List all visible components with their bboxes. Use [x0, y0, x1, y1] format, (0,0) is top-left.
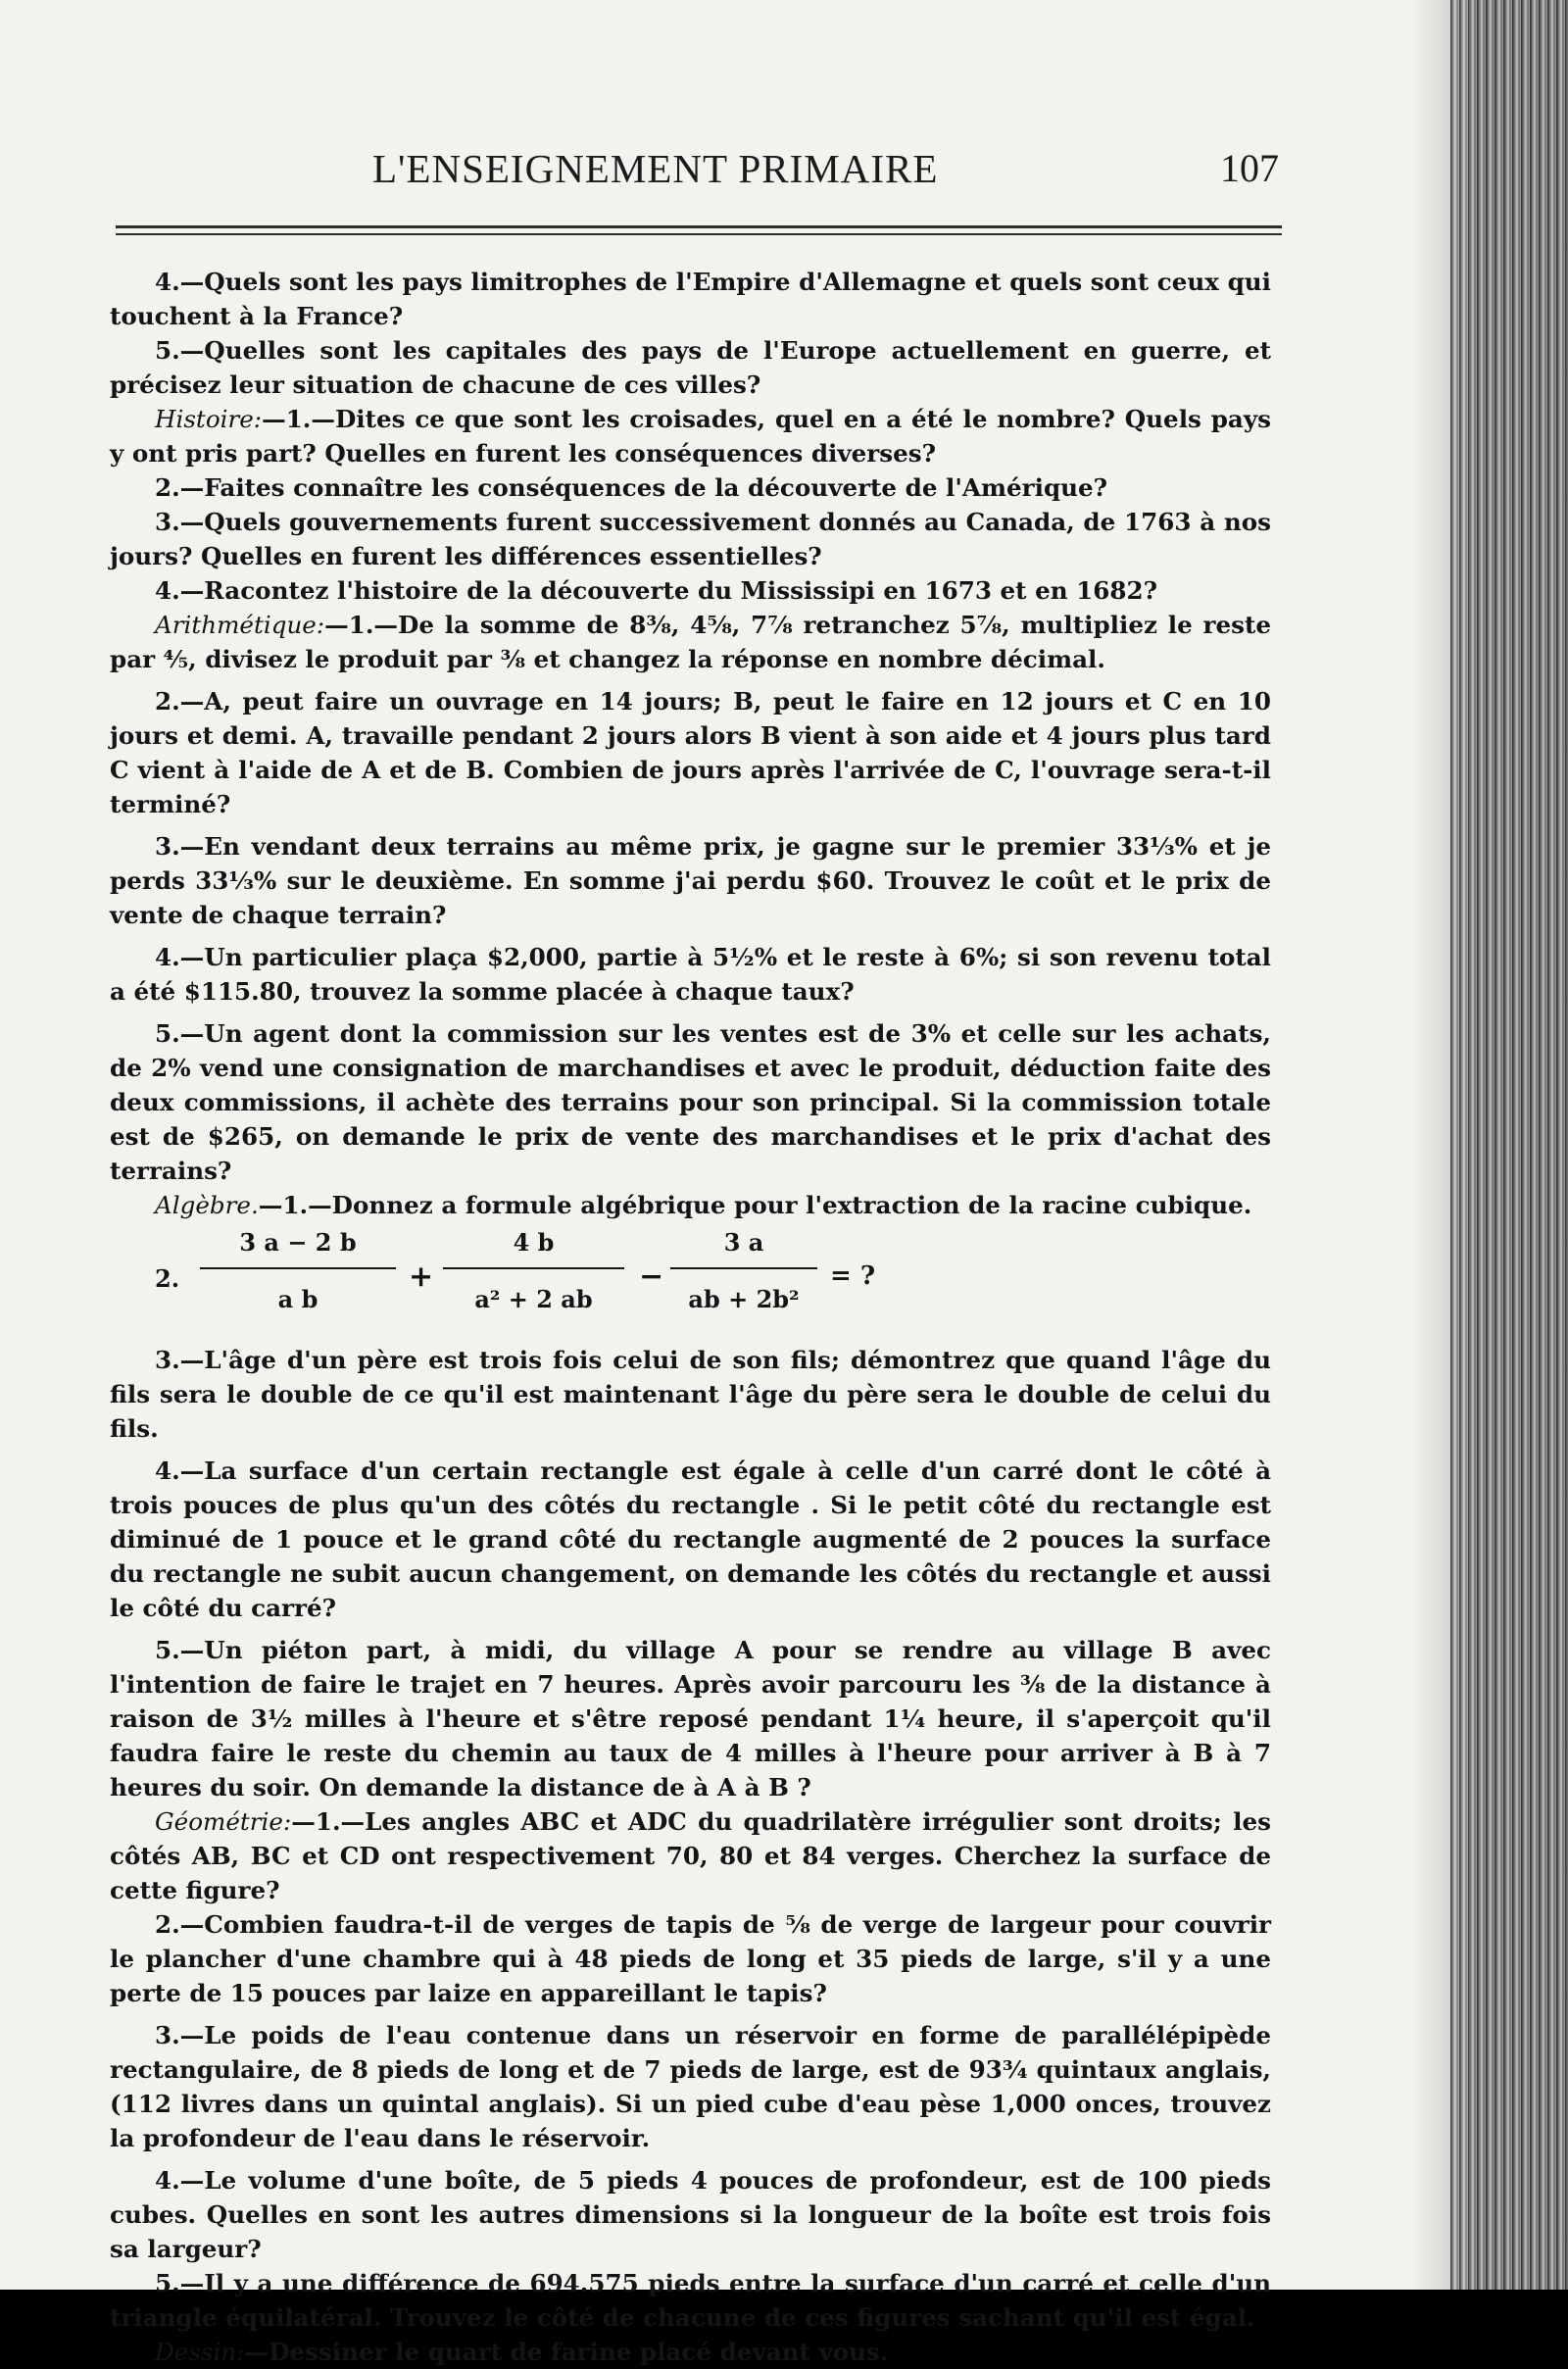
- question-text: 2.—Combien faudra-t-il de verges de tapis de ⅝ de verge de largeur pour couvrir le plancher d'une chambre qui à 48 pieds de long et 35 pieds de large, s'il y a une perte de 15 pouces par laize en appareillant le tapis?: [110, 1910, 1271, 2007]
- question-paragraph: [110, 333, 1271, 402]
- question-paragraph: [110, 684, 1271, 821]
- question-paragraph: [110, 2335, 1271, 2369]
- fraction-2-numerator: 4 b: [513, 1228, 555, 1257]
- question-text: 4.—Le volume d'une boîte, de 5 pieds 4 pouces de profondeur, est de 100 pieds cubes. Quelles en sont les autres dimensions si la longueur de la boîte est trois fois sa largeur?: [110, 2166, 1271, 2263]
- fraction-3-bar: [670, 1267, 817, 1269]
- question-paragraph: [110, 1907, 1271, 2010]
- question-paragraph: [110, 2163, 1271, 2266]
- question-paragraph: [110, 1633, 1271, 1804]
- question-paragraph: [110, 608, 1271, 676]
- formula-number: 2.: [155, 1264, 180, 1293]
- question-text: 5.—Un piéton part, à midi, du village A pour se rendre au village B avec l'intention de faire le trajet en 7 heures. Après avoir parcouru les ⅜ de la distance à raison de 3½ milles à l'heure et s'être reposé pendant 1¼ heure, il s'aperçoit qu'il faudra faire le reste du chemin au taux de 4 milles à l'heure pour arriver à B à 7 heures du soir. On demande la distance de à A à B ?: [110, 1636, 1271, 1801]
- question-paragraph: [110, 1016, 1271, 1188]
- fraction-1-denominator: a b: [277, 1285, 318, 1313]
- question-group-1: [110, 265, 1271, 1222]
- question-paragraph: [110, 2018, 1271, 2155]
- plus-operator: +: [409, 1259, 434, 1294]
- minus-operator: −: [639, 1259, 664, 1294]
- fraction-1-bar: [200, 1267, 396, 1269]
- fraction-2: [443, 1226, 624, 1316]
- question-text: —1.—Dites ce que sont les croisades, quel en a été le nombre? Quels pays y ont pris part? Quelles en furent les conséquences diverses?: [110, 405, 1271, 468]
- question-paragraph: [110, 1188, 1271, 1222]
- question-paragraph: [110, 1454, 1271, 1625]
- question-text: —1.—Donnez a formule algébrique pour l'extraction de la racine cubique.: [258, 1191, 1252, 1219]
- question-text: 4.—Racontez l'histoire de la découverte du Mississipi en 1673 et en 1682?: [155, 576, 1158, 605]
- question-text: 3.—Quels gouvernements furent successivement donnés au Canada, de 1763 à nos jours? Quelles en furent les différences essentielles?: [110, 508, 1271, 570]
- question-text: 4.—La surface d'un certain rectangle est égale à celle d'un carré dont le côté à trois pouces de plus qu'un des côtés du rectangle . Si le petit côté du rectangle est diminué de 1 pouce et le grand côté du rectangle augmenté de 2 pouces la surface du rectangle ne subit aucun changement, on demande les côtés du rectangle et aussi le côté du carré?: [110, 1456, 1271, 1622]
- fraction-2-bar: [443, 1267, 624, 1269]
- question-text: —1.—Les angles ABC et ADC du quadrilatère irrégulier sont droits; les côtés AB, BC et CD ont respectivement 70, 80 et 84 verges. Cherchez la surface de cette figure?: [110, 1807, 1271, 1904]
- question-text: 4.—Quels sont les pays limitrophes de l'Empire d'Allemagne et quels sont ceux qui touchent à la France?: [110, 268, 1271, 330]
- header-rule-top: [116, 225, 1282, 228]
- question-paragraph: [110, 402, 1271, 470]
- fraction-2-denominator: a² + 2 ab: [474, 1285, 593, 1313]
- subject-heading: Histoire:: [155, 405, 263, 433]
- question-text: 5.—Il y a une différence de 694.575 pieds entre la surface d'un carré et celle d'un triangle équilatéral. Trouvez le côté de chacune de ces figures sachant qu'il est égal.: [110, 2269, 1271, 2332]
- question-paragraph: [110, 829, 1271, 932]
- exam-questions: [110, 265, 1271, 2369]
- question-paragraph: [110, 1804, 1271, 1907]
- book-page-edges: [1450, 0, 1568, 2290]
- question-paragraph: [110, 470, 1271, 505]
- question-text: 3.—En vendant deux terrains au même prix, je gagne sur le premier 33⅓% et je perds 33⅓% sur le deuxième. En somme j'ai perdu $60. Trouvez le coût et le prix de vente de chaque terrain?: [110, 832, 1271, 929]
- question-text: 3.—L'âge d'un père est trois fois celui de son fils; démontrez que quand l'âge du fils sera le double de ce qu'il est maintenant l'âge du père sera le double de celui du fils.: [110, 1346, 1271, 1443]
- subject-heading: Dessin:: [155, 2338, 245, 2366]
- header-rule-bottom: [116, 233, 1282, 235]
- question-group-2: [110, 1343, 1271, 2369]
- question-paragraph: [110, 265, 1271, 333]
- question-text: —1.—De la somme de 8⅜, 4⅝, 7⅞ retranchez 5⅞, multipliez le reste par ⅘, divisez le produit par ⅜ et changez la réponse en nombre décimal.: [110, 611, 1271, 673]
- fraction-1-numerator: 3 a − 2 b: [239, 1228, 357, 1257]
- question-paragraph: [110, 1343, 1271, 1446]
- question-paragraph: [110, 505, 1271, 573]
- running-title: L'ENSEIGNEMENT PRIMAIRE: [372, 146, 939, 191]
- question-text: 4.—Un particulier plaça $2,000, partie à 5½% et le reste à 6%; si son revenu total a été $115.80, trouvez la somme placée à chaque taux?: [110, 943, 1271, 1006]
- fraction-3-numerator: 3 a: [723, 1228, 764, 1257]
- subject-heading: Algèbre.: [155, 1191, 259, 1219]
- fraction-1: [200, 1226, 396, 1316]
- algebra-formula: [110, 1226, 1271, 1339]
- fraction-3-denominator: ab + 2b²: [688, 1285, 800, 1313]
- question-paragraph: [110, 573, 1271, 608]
- page-number: 107: [1220, 146, 1279, 190]
- question-paragraph: [110, 940, 1271, 1009]
- fraction-3: [670, 1226, 817, 1316]
- question-text: 5.—Un agent dont la commission sur les ventes est de 3% et celle sur les achats, de 2% vend une consignation de marchandises et avec le produit, déduction faite des deux commissions, il achète des terrains pour son principal. Si la commission totale est de $265, on demande le prix de vente des marchandises et le prix d'achat des terrains?: [110, 1019, 1271, 1185]
- question-text: 3.—Le poids de l'eau contenue dans un réservoir en forme de parallélépipède rectangulaire, de 8 pieds de long et de 7 pieds de large, est de 93¾ quintaux anglais, (112 livres dans un quintal anglais). Si un pied cube d'eau pèse 1,000 onces, trouvez la profondeur de l'eau dans le réservoir.: [110, 2021, 1271, 2152]
- question-text: 5.—Quelles sont les capitales des pays de l'Europe actuellement en guerre, et précisez leur situation de chacune de ces villes?: [110, 336, 1271, 399]
- question-paragraph: [110, 2266, 1271, 2335]
- running-header: [118, 145, 1279, 194]
- header-rules: [116, 225, 1282, 240]
- subject-heading: Géométrie:: [155, 1807, 292, 1836]
- question-text: —Dessiner le quart de farine placé devant vous.: [244, 2338, 889, 2366]
- equals-question: = ?: [830, 1261, 876, 1291]
- question-text: 2.—A, peut faire un ouvrage en 14 jours; B, peut le faire en 12 jours et C en 10 jours et demi. A, travaille pendant 2 jours alors B vient à son aide et 4 jours plus tard C vient à l'aide de A et de B. Combien de jours après l'arrivée de C, l'ouvrage sera-t-il terminé?: [110, 687, 1271, 818]
- subject-heading: Arithmétique:: [155, 611, 325, 639]
- question-text: 2.—Faites connaître les conséquences de la découverte de l'Amérique?: [155, 473, 1108, 502]
